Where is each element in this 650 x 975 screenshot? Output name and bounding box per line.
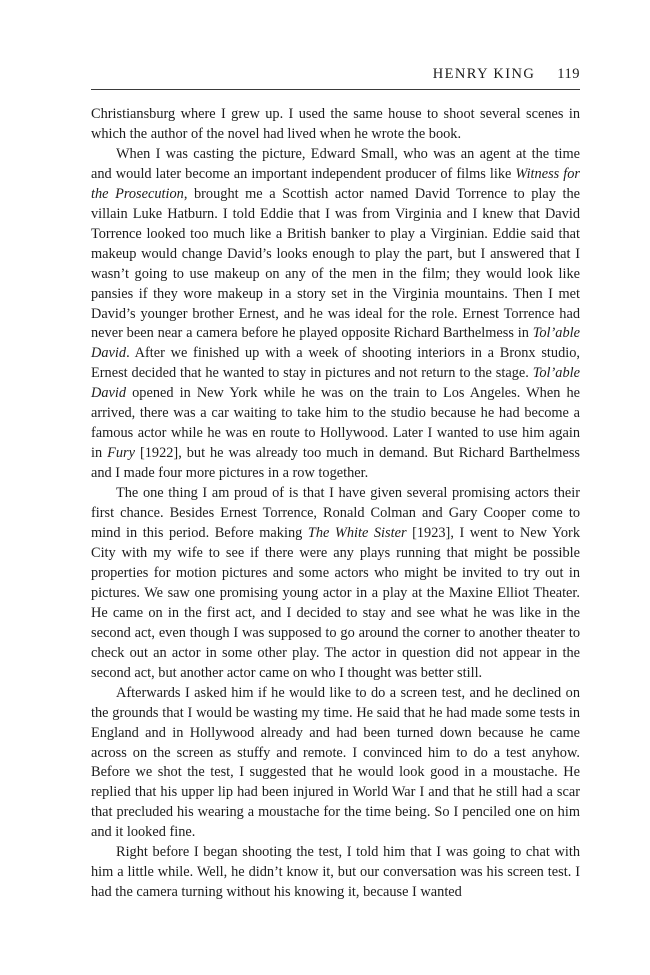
text-run: . After we finished up with a week of shooting interiors in a Bronx studio, Ernest decided that he wanted to stay in pictures and not return to the stage. bbox=[91, 345, 580, 382]
paragraph bbox=[91, 145, 580, 484]
italic-title: Witness for the Prosecution bbox=[91, 165, 581, 202]
italic-title: The White Sister bbox=[307, 525, 407, 542]
text-run: , brought me a Scottish actor named David Torrence to play the villain Luke Hatburn. I told Eddie that I was from Virginia and I knew that David Torrence looked too much like a British banker to play a Virginian. Eddie said that makeup would change David’s looks enough to play the part, but I answered that I wasn’t going to use makeup on any of the men in the film; they would look like pansies if they wore makeup in a story set in the Virginia mountains. Then I met David’s younger brother Ernest, and he was ideal for the role. Ernest Torrence had never been near a camera before he played opposite Richard Barthelmess in bbox=[91, 185, 580, 342]
text-run: The one thing I am proud of is that I have given several promising actors their first chance. Besides Ernest Torrence, Ronald Colman and Gary Cooper come to mind in this period. Before making bbox=[91, 485, 580, 542]
italic-title: Fury bbox=[107, 445, 135, 462]
paragraph bbox=[91, 484, 580, 684]
paragraph bbox=[91, 105, 580, 145]
body-text bbox=[91, 105, 580, 903]
text-run: opened in New York while he was on the train to Los Angeles. When he arrived, there was a car waiting to take him to the studio because he had become a famous actor while he was en route to Hollywood. Later I wanted to use him again in bbox=[91, 385, 580, 462]
running-head-title: HENRY KING bbox=[432, 66, 536, 82]
paragraph bbox=[91, 843, 580, 903]
text-run: Christiansburg where I grew up. I used the same house to shoot several scenes in which the author of the novel had lived when he wrote the book. bbox=[91, 106, 580, 142]
text-run: [1923], I went to New York City with my wife to see if there were any plays running that might be possible properties for motion pictures and some actors who might be invited to try out in pictures. We saw one promising young actor in a play at the Maxine Elliot Theater. He came on in the first act, and I decided to stay and see what he was like in the second act, even though I was supposed to go around the corner to another theater to check out an actor in some other play. The actor in question did not appear in the second act, but another actor came on who I thought was better still. bbox=[91, 525, 580, 681]
text-run: [1922], but he was already too much in demand. But Richard Barthelmess and I made four more pictures in a row together. bbox=[91, 445, 580, 482]
italic-title: Tol’able David bbox=[91, 365, 580, 402]
text-run: Afterwards I asked him if he would like to do a screen test, and he declined on the grounds that I would be wasting my time. He said that he had made some tests in England and in Hollywood already and had been turned down because he came across on the screen as stuffy and remote. I convinced him to do a test anyhow. Before we shot the test, I suggested that he would look good in a moustache. He replied that his upper lip had been injured in World War I and that he still had a scar that precluded his wearing a moustache for the time being. So I penciled one on him and it looked fine. bbox=[91, 684, 580, 841]
text-run: When I was casting the picture, Edward Small, who was an agent at the time and would later become an important independent producer of films like bbox=[91, 145, 580, 182]
book-page bbox=[91, 66, 580, 903]
italic-title: Tol’able David bbox=[91, 325, 580, 362]
text-run: Right before I began shooting the test, I told him that I was going to chat with him a little while. Well, he didn’t know it, but our conversation was his screen test. I had the camera turning without his knowing it, because I wanted bbox=[91, 844, 580, 901]
page-number: 119 bbox=[557, 66, 580, 82]
paragraph bbox=[91, 684, 580, 844]
running-head bbox=[91, 66, 580, 90]
